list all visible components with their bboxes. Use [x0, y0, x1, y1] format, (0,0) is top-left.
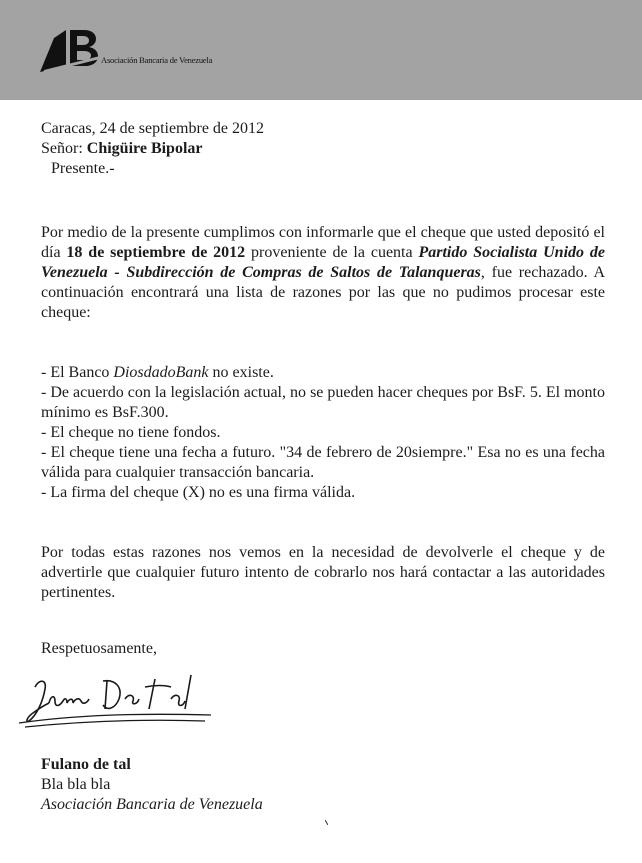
deposit-date: 18 de septiembre de 2012	[66, 244, 246, 261]
p1-text-1: Por medio de la presente cumplimos con informarle que el cheque que usted depositó el día	[41, 224, 605, 261]
reason-item: - El cheque tiene una fecha a futuro. "34 de febrero de 20siempre." Esa no es una fecha válida para cualquier transacción bancaria.	[41, 444, 605, 481]
paragraph-1	[41, 223, 605, 323]
account-name: Partido Socialista Unido de Venezuela - Subdirección de Compras de Saltos de Talanqueras	[41, 244, 605, 281]
reason-item: - El cheque no tiene fondos.	[41, 424, 221, 441]
signature-area	[41, 659, 605, 755]
reasons-list	[41, 363, 605, 503]
abv-logo	[40, 26, 100, 74]
signer-title: Bla bla bla	[41, 776, 111, 793]
reason-item: - El Banco DiosdadoBank no existe.	[41, 364, 274, 381]
paragraph-2: Por todas estas razones nos vemos en la necesidad de devolverle el cheque y de advertirle que cualquier futuro intento de cobrarlo nos hará contactar a las autoridades pertinentes.	[41, 544, 605, 601]
salutation	[41, 139, 605, 159]
org-name: Asociación Bancaria de Venezuela	[101, 55, 213, 65]
p1-text-3: , fue rechazado. A continuación encontrará una lista de razones por las que no pudimos procesar este cheque:	[41, 264, 606, 321]
reason-item: - De acuerdo con la legislación actual, no se pueden hacer cheques por BsF. 5. El monto mínimo es BsF.300.	[41, 384, 605, 421]
reason-item: - La firma del cheque (X) no es una firma válida.	[41, 484, 356, 501]
stray-mark	[325, 820, 328, 825]
closing: Respetuosamente,	[41, 640, 157, 657]
place-date: Caracas, 24 de septiembre de 2012	[41, 120, 265, 137]
letterhead	[0, 0, 642, 100]
handwritten-signature	[15, 665, 215, 735]
signer-name: Fulano de tal	[41, 756, 131, 773]
p1-text-2: proveniente de la cuenta	[245, 244, 419, 261]
recipient-name: Chigüire Bipolar	[86, 140, 203, 157]
letter-body	[41, 119, 605, 815]
salutation-prefix: Señor:	[41, 140, 87, 157]
presente: Presente.-	[51, 160, 115, 177]
signer-org: Asociación Bancaria de Venezuela	[41, 796, 263, 813]
